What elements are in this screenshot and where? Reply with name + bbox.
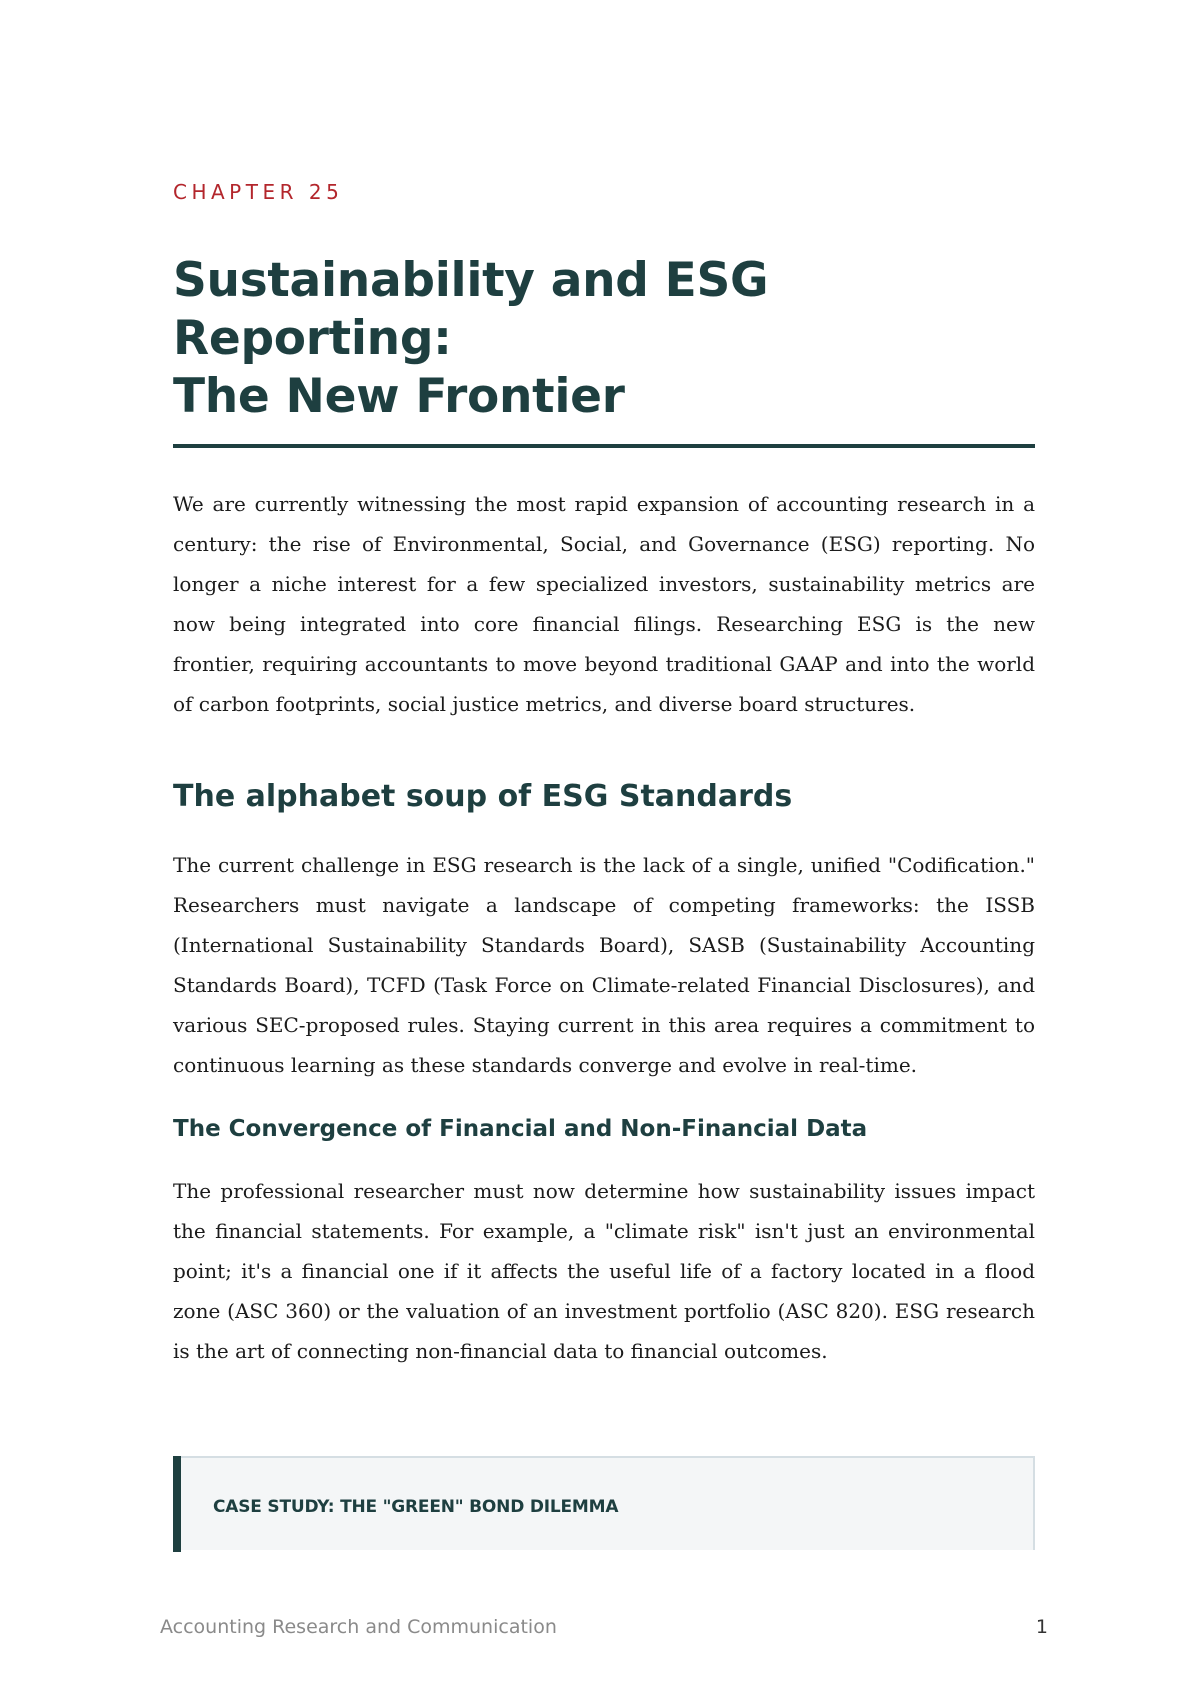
section-heading-esg-standards: The alphabet soup of ESG Standards <box>173 779 793 814</box>
chapter-title-line2: The New Frontier <box>173 369 625 424</box>
subsection-paragraph-convergence: The professional researcher must now determine how sustainability issues impact the financial statements. For example, a "climate risk" isn't just an environmental point; it's a financial one if it affects the useful life of a factory located in a flood zone (ASC 360) or the valuation of an investment portfolio (ASC 820). ESG research is the art of connecting non-financial data to financial outcomes. <box>173 1179 1035 1363</box>
chapter-title-line1: Sustainability and ESG Reporting: <box>173 253 769 366</box>
title-divider <box>173 444 1035 448</box>
footer-book-title: Accounting Research and Communication <box>160 1616 557 1638</box>
case-study-accent-bar <box>173 1456 181 1552</box>
case-study-box <box>173 1456 1035 1550</box>
chapter-title <box>173 252 1035 426</box>
subsection-heading-convergence: The Convergence of Financial and Non-Financial Data <box>173 1116 868 1142</box>
chapter-label: CHAPTER 25 <box>173 180 344 204</box>
section-paragraph-esg-standards: The current challenge in ESG research is the lack of a single, unified "Codification." Researchers must navigate a landscape of competing frameworks: the ISSB (International Sustainability Standards Board), SASB (Sustainability Accounting Standards Board), TCFD (Task Force on Climate-related Financial Disclosures), and various SEC-proposed rules. Staying current in this area requires a commitment to continuous learning as these standards converge and evolve in real-time. <box>173 853 1035 1077</box>
intro-paragraph: We are currently witnessing the most rapid expansion of accounting research in a century: the rise of Environmental, Social, and Governance (ESG) reporting. No longer a niche interest for a few specialized investors, sustainability metrics are now being integrated into core financial filings. Researching ESG is the new frontier, requiring accountants to move beyond traditional GAAP and into the world of carbon footprints, social justice metrics, and diverse board structures. <box>173 492 1035 716</box>
page-content <box>173 176 1035 1371</box>
page-number: 1 <box>1035 1616 1048 1638</box>
case-study-title: CASE STUDY: THE "GREEN" BOND DILEMMA <box>213 1497 619 1517</box>
